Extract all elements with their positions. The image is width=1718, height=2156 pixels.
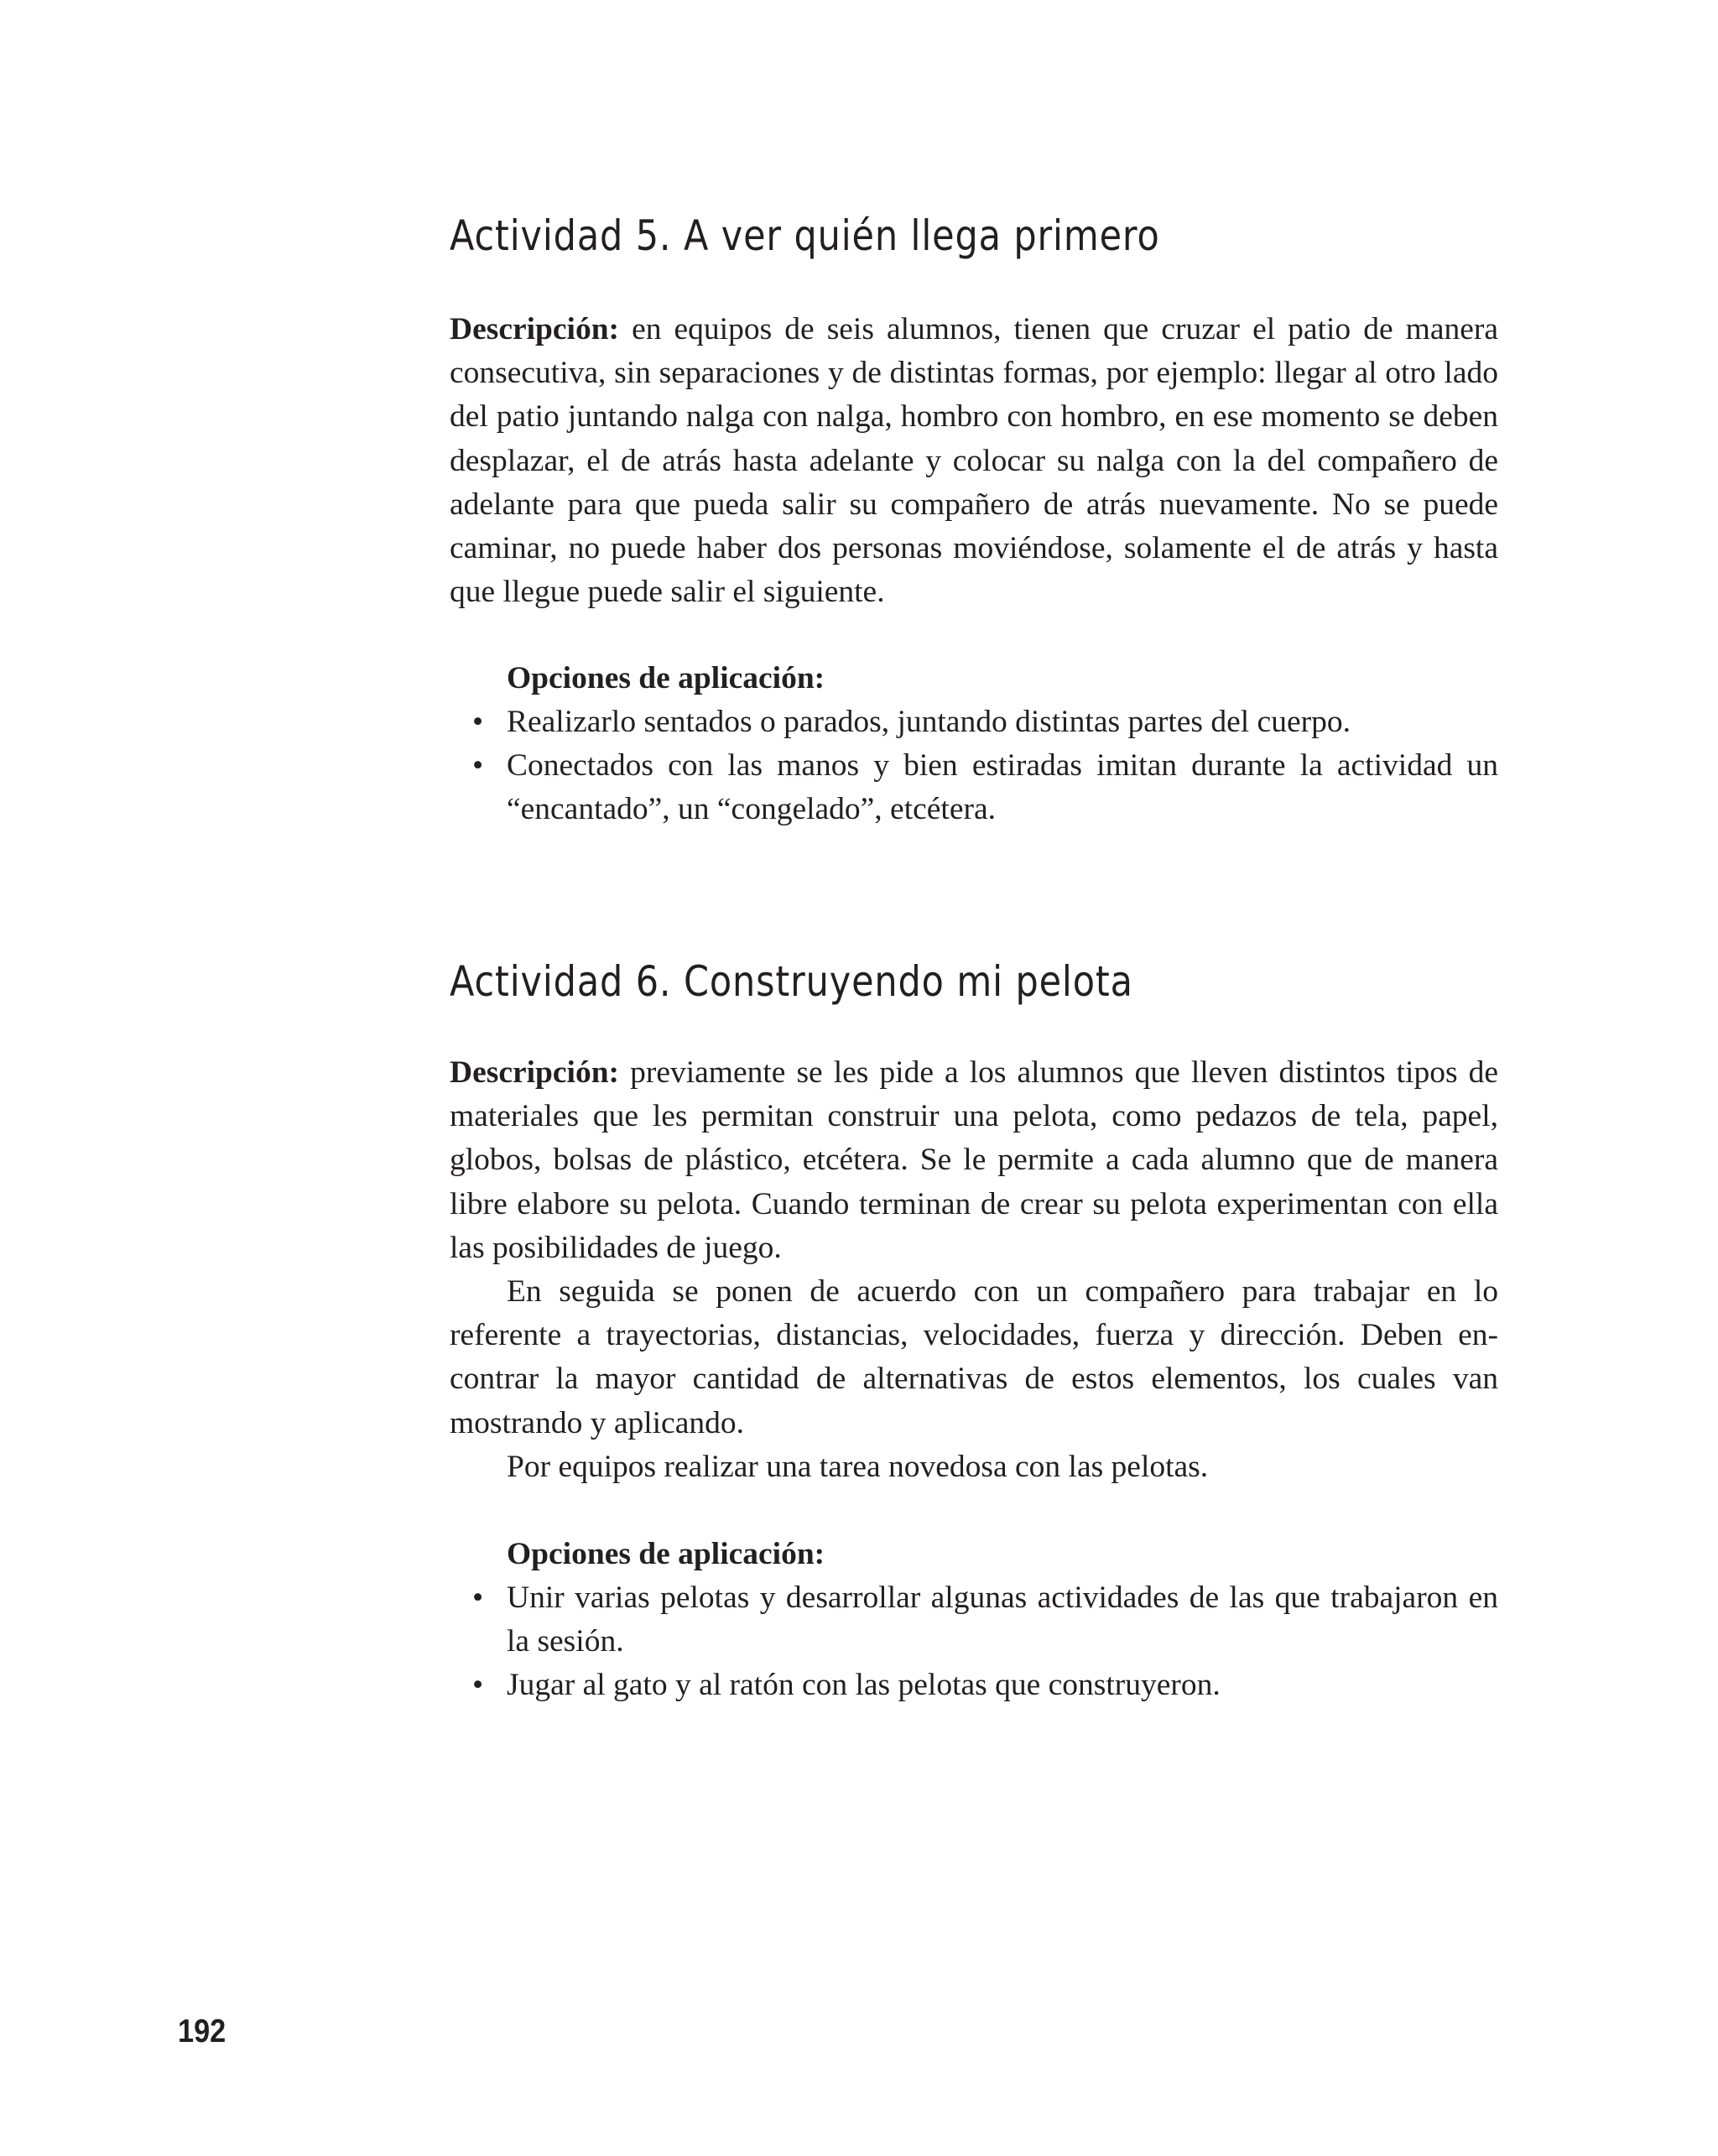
- activity-6-options-title: Opciones de aplicación:: [507, 1537, 825, 1571]
- list-item: [470, 744, 1498, 831]
- description-label: Descripción:: [450, 312, 620, 346]
- paragraph-2: En seguida se ponen de acuerdo con un compañero para trabajar en lo referente a trayectorias, distancias, velocidades, fuerza y dirección. Deben encontrar la mayor cantidad de alternativas de estos elementos, los cuales van mostrando y aplicando.: [450, 1274, 1498, 1440]
- bullet: •: [472, 705, 484, 739]
- page-number: 192: [178, 2013, 226, 2049]
- option-text: Unir varias pelotas y desarrollar algunas actividades de las que trabajaron en la sesión.: [507, 1581, 1498, 1659]
- list-item: [470, 1576, 1498, 1664]
- bullet: •: [472, 1668, 484, 1703]
- paragraph-3: Por equipos realizar una tarea novedosa con las pelotas.: [507, 1449, 1209, 1484]
- description-text: previamente se les pide a los alumnos que lleven distintos tipos de materiales que les permitan construir una pelota, como pedazos de tela, papel, globos, bolsas de plástico, etcétera. Se le permite a cada alumno que de manera libre elabore su pelota. Cuando terminan de crear su pelota experimentan con ella las posibilidades de juego.: [450, 1055, 1498, 1265]
- bullet: •: [472, 748, 484, 784]
- activity-5-title: Actividad 5. A ver quién llega primero: [450, 211, 1160, 260]
- bullet: •: [472, 1581, 484, 1615]
- description-label: Descripción:: [450, 1055, 620, 1090]
- option-text: Conectados con las manos y bien estiradas imitan durante la actividad un “encantado”, un “congelado”, etcétera.: [507, 748, 1498, 827]
- description-text: en equipos de seis alumnos, tienen que cruzar el patio de manera consecutiva, sin separaciones y de distintas formas, por ejemplo: llegar al otro lado del patio juntando nalga con nalga, hombro con hombro, en ese momento se deben desplazar, el de atrás hasta adelante y colocar su nalga con la del compañero de adelante para que pueda salir su compañero de atrás nuevamente. No se puede caminar, no puede haber dos personas moviéndose, solamente el de atrás y hasta que llegue puede salir el siguiente.: [450, 312, 1498, 610]
- activity-6-description: [450, 1051, 1498, 1489]
- activity-6-options-list: [470, 1576, 1498, 1708]
- list-item: [470, 700, 1498, 744]
- activity-5-description: [450, 308, 1498, 614]
- activity-5-options-title: Opciones de aplicación:: [507, 661, 825, 695]
- option-text: Jugar al gato y al ratón con las pelotas que construyeron.: [507, 1668, 1221, 1703]
- activity-5-options-list: [470, 700, 1498, 832]
- activity-6-title: Actividad 6. Construyendo mi pelota: [450, 957, 1133, 1006]
- list-item: [470, 1664, 1498, 1707]
- option-text: Realizarlo sentados o parados, juntando distintas partes del cuerpo.: [507, 705, 1351, 739]
